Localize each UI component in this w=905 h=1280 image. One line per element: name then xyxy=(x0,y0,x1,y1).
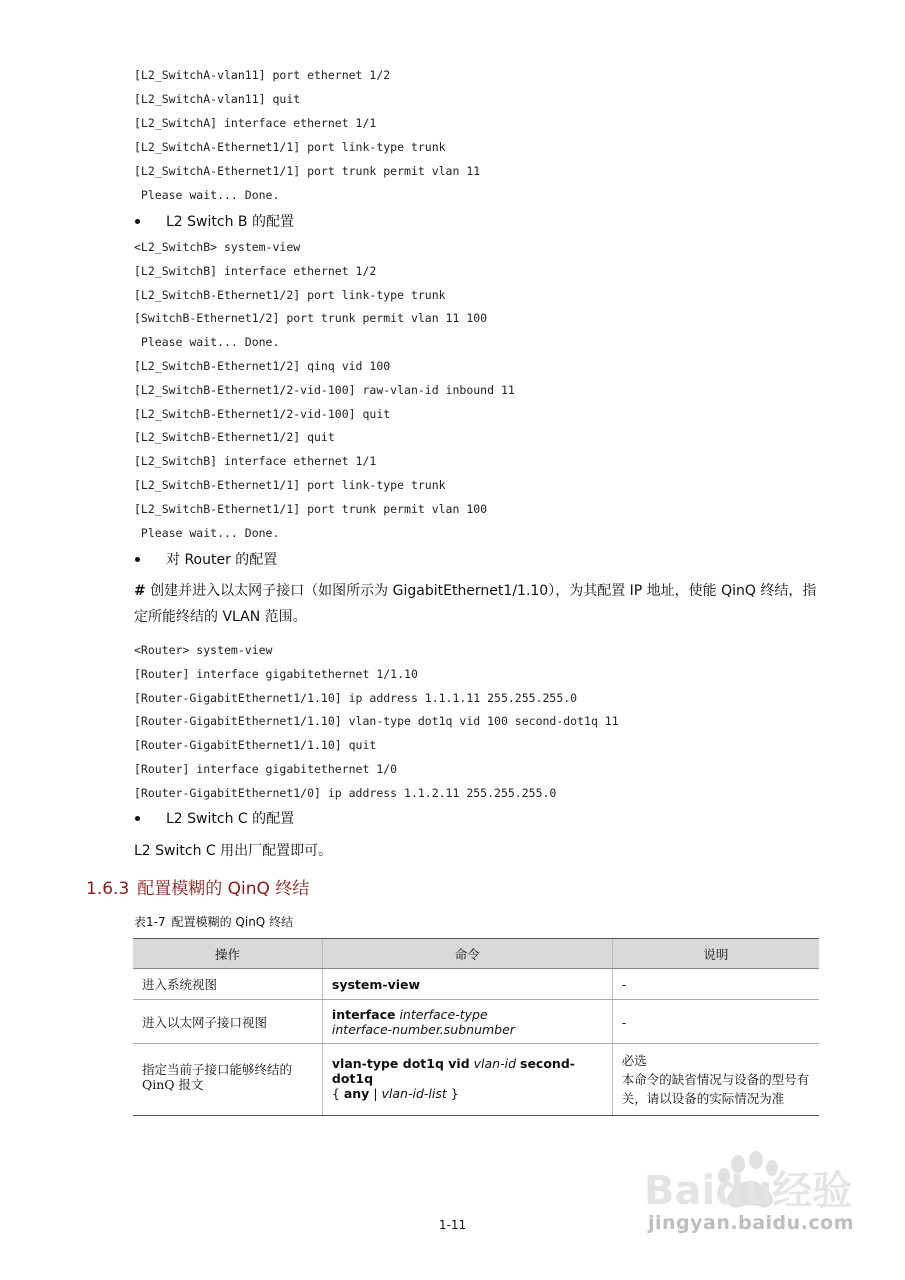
code-block-router xyxy=(134,643,619,810)
command-symbol: | xyxy=(373,1086,378,1101)
code-line: [Router-GigabitEthernet1/1.10] quit xyxy=(134,738,377,753)
description-text: 本命令的缺省情况与设备的型号有关，请以设备的实际情况为准 xyxy=(621,1072,810,1106)
section-heading xyxy=(86,878,309,900)
code-line: [L2_SwitchB-Ethernet1/2-vid-100] quit xyxy=(134,406,391,421)
code-line: [Router] interface gigabitethernet 1/0 xyxy=(134,761,398,776)
table-number: 表1-7 xyxy=(134,915,166,929)
table-caption xyxy=(134,914,293,930)
code-line: [L2_SwitchA] interface ethernet 1/1 xyxy=(134,116,377,130)
command-cell xyxy=(322,1044,612,1116)
command-cell xyxy=(322,1000,612,1044)
router-paragraph xyxy=(134,578,824,630)
code-line: [L2_SwitchA-Ethernet1/1] port trunk permit vlan 11 xyxy=(134,164,481,178)
code-line: [L2_SwitchB-Ethernet1/2] quit xyxy=(134,430,335,445)
code-line: [L2_SwitchB-Ethernet1/2-vid-100] raw-vlan-id inbound 11 xyxy=(134,382,515,397)
code-line: [Router-GigabitEthernet1/1.10] vlan-type dot1q vid 100 second-dot1q 11 xyxy=(134,714,619,729)
section-title: 配置模糊的 QinQ 终结 xyxy=(137,879,310,899)
table-row xyxy=(133,1000,819,1044)
operation-cell: 指定当前子接口能够终结的 QinQ 报文 xyxy=(133,1044,322,1116)
command-keyword: any xyxy=(343,1086,370,1101)
bullet-switch-c xyxy=(134,810,294,828)
code-line: [L2_SwitchA-vlan11] quit xyxy=(134,92,301,106)
bullet-switch-b xyxy=(134,213,294,231)
code-line: [L2_SwitchB-Ethernet1/2] port link-type trunk xyxy=(134,287,446,302)
bullet-text: 对 Router 的配置 xyxy=(166,552,278,568)
command-symbol: { xyxy=(331,1086,340,1101)
command-keyword: system-view xyxy=(331,977,421,992)
code-line: [Router] interface gigabitethernet 1/1.10 xyxy=(134,666,418,681)
bullet-router xyxy=(134,551,277,569)
command-symbol: } xyxy=(450,1086,459,1101)
bullet-icon xyxy=(135,557,140,562)
section-number: 1.6.3 xyxy=(86,879,130,899)
code-line: Please wait... Done. xyxy=(134,335,280,350)
code-block-switch-b xyxy=(134,240,515,549)
header-description: 说明 xyxy=(612,939,819,969)
code-line: [L2_SwitchB] interface ethernet 1/2 xyxy=(134,263,377,278)
code-line: [Router-GigabitEthernet1/0] ip address 1.1.2.11 255.255.255.0 xyxy=(134,785,557,800)
description-cell: - xyxy=(612,969,819,1000)
command-keyword: interface xyxy=(331,1007,396,1022)
command-argument: interface-type xyxy=(399,1007,488,1022)
command-keyword: second-dot1q xyxy=(331,1056,575,1086)
router-paragraph-text: 创建并进入以太网子接口（如图所示为 GigabitEthernet1/1.10），为其配置 IP 地址，使能 QinQ 终结，指定所能终结的 VLAN 范围。 xyxy=(134,583,817,625)
command-argument: vlan-id-list xyxy=(381,1086,447,1101)
hash-marker: # xyxy=(134,583,146,599)
code-line: [L2_SwitchB] interface ethernet 1/1 xyxy=(134,454,377,469)
command-argument: vlan-id xyxy=(473,1056,517,1071)
code-line: Please wait... Done. xyxy=(134,188,280,202)
bullet-icon xyxy=(135,219,140,224)
code-line: Please wait... Done. xyxy=(134,525,280,540)
watermark-brand: Baidu经验 xyxy=(644,1168,853,1214)
command-argument: interface-number.subnumber xyxy=(331,1022,515,1037)
page-number: 1-11 xyxy=(438,1218,467,1232)
code-line: <L2_SwitchB> system-view xyxy=(134,240,301,254)
operation-cell: 进入以太网子接口视图 xyxy=(133,1000,322,1044)
bullet-text: L2 Switch B 的配置 xyxy=(166,214,294,230)
table-row xyxy=(133,969,819,1000)
code-line: [SwitchB-Ethernet1/2] port trunk permit vlan 11 100 xyxy=(134,311,488,326)
operation-cell: 进入系统视图 xyxy=(133,969,322,1000)
bullet-icon xyxy=(135,816,140,821)
table-row xyxy=(133,1044,819,1116)
header-operation: 操作 xyxy=(133,939,322,969)
code-line: [Router-GigabitEthernet1/1.10] ip address 1.1.1.11 255.255.255.0 xyxy=(134,690,578,705)
code-line: [L2_SwitchA-vlan11] port ethernet 1/2 xyxy=(134,68,391,82)
code-block-switch-a xyxy=(134,68,480,212)
table-title: 配置模糊的 QinQ 终结 xyxy=(171,915,294,929)
table-header-row xyxy=(133,939,819,969)
code-line: [L2_SwitchB-Ethernet1/2] qinq vid 100 xyxy=(134,358,391,373)
code-line: [L2_SwitchB-Ethernet1/1] port link-type trunk xyxy=(134,477,446,492)
bullet-text: L2 Switch C 的配置 xyxy=(166,811,295,827)
command-table xyxy=(133,938,819,1116)
watermark-url: jingyan.baidu.com xyxy=(648,1212,854,1234)
command-keyword: vlan-type dot1q vid xyxy=(331,1056,470,1071)
command-cell xyxy=(322,969,612,1000)
description-cell: - xyxy=(612,1000,819,1044)
switch-c-paragraph: L2 Switch C 用出厂配置即可。 xyxy=(134,843,333,859)
description-title: 必选 xyxy=(621,1053,647,1068)
description-cell xyxy=(612,1044,819,1116)
baidu-watermark-icon xyxy=(640,1142,860,1262)
header-command: 命令 xyxy=(322,939,612,969)
code-line: [L2_SwitchA-Ethernet1/1] port link-type trunk xyxy=(134,140,446,154)
code-line: <Router> system-view xyxy=(134,643,273,657)
code-line: [L2_SwitchB-Ethernet1/1] port trunk permit vlan 100 xyxy=(134,501,488,516)
